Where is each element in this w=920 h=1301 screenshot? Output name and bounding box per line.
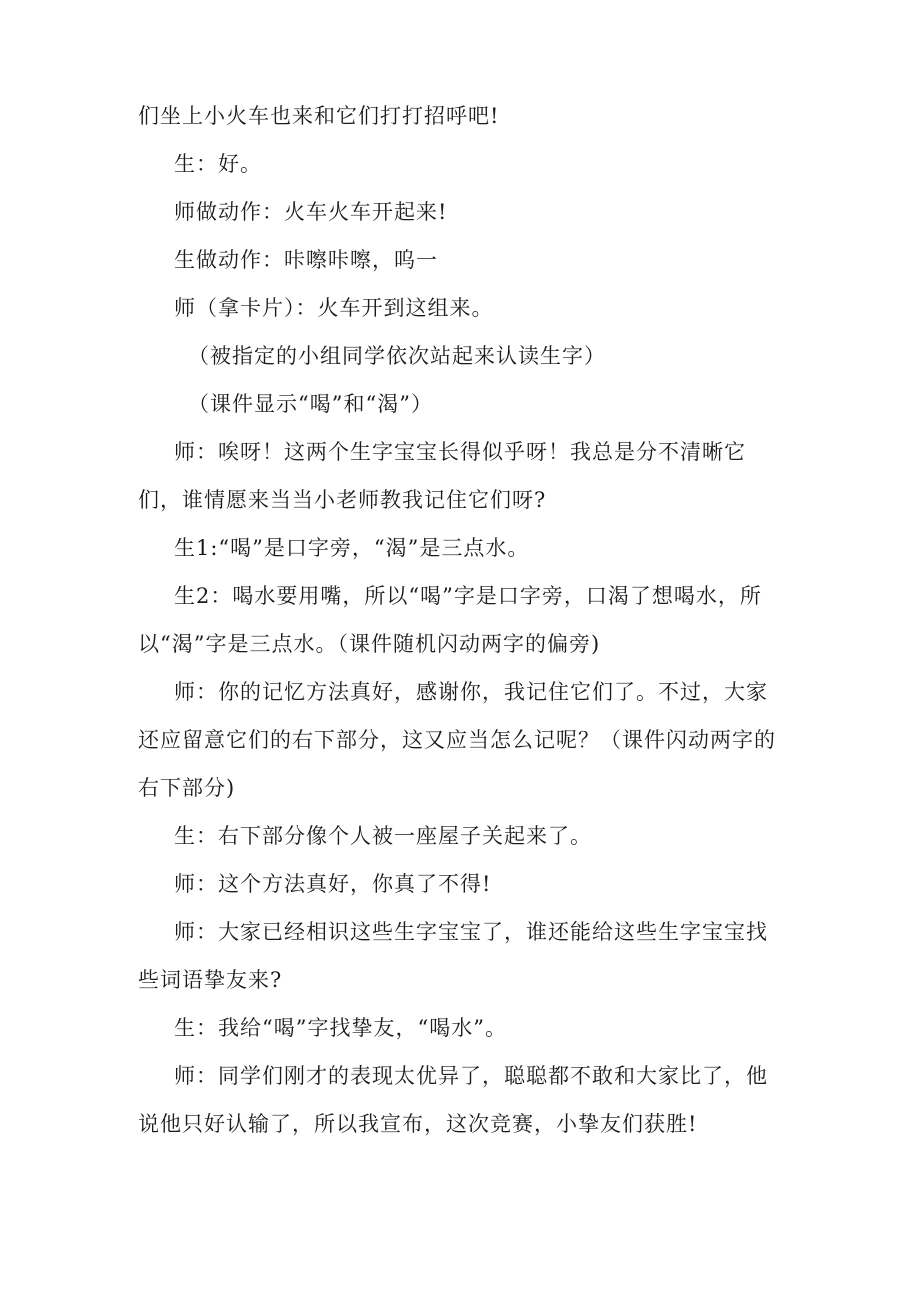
paragraph: 生：好。 bbox=[174, 152, 262, 176]
paragraph: 师：你的记忆方法真好，感谢你，我记住它们了。不过，大家还应留意它们的右下部分，这又应当怎么记呢？（课件闪动两字的右下部分) bbox=[138, 680, 776, 800]
paragraph: 生：右下部分像个人被一座屋子关起来了。 bbox=[174, 824, 592, 848]
paragraph: 师：这个方法真好，你真了不得! bbox=[174, 872, 492, 896]
paragraph: 师：同学们刚才的表现太优异了，聪聪都不敢和大家比了，他说他只好认输了，所以我宣布，这次竞赛，小挚友们获胜! bbox=[138, 1064, 768, 1136]
document-body bbox=[138, 92, 788, 1148]
stage-note: （被指定的小组同学依次站起来认读生字） bbox=[188, 344, 606, 368]
paragraph: 师：唉呀！这两个生字宝宝长得似乎呀！我总是分不清晰它们，谁情愿来当当小老师教我记住它们呀? bbox=[138, 440, 746, 512]
paragraph: 生：我给“喝”字找挚友，“喝水”。 bbox=[174, 1016, 507, 1040]
paragraph: 师（拿卡片）：火车开到这组来。 bbox=[174, 296, 494, 320]
paragraph: 生做动作：咔嚓咔嚓，呜一 bbox=[174, 248, 438, 272]
paragraph: 师做动作：火车火车开起来! bbox=[174, 200, 448, 224]
paragraph: 生1:“喝”是口字旁，“渴”是三点水。 bbox=[174, 536, 530, 560]
paragraph: 师：大家已经相识这些生字宝宝了，谁还能给这些生字宝宝找些词语挚友来? bbox=[138, 920, 768, 992]
paragraph: 生2：喝水要用嘴，所以“喝”字是口字旁，口渴了想喝水，所以“渴”字是三点水。（课件随机闪动两字的偏旁) bbox=[138, 584, 762, 656]
stage-note: （课件显示“喝”和“渴”） bbox=[188, 392, 433, 416]
paragraph: 们坐上小火车也来和它们打打招呼吧! bbox=[138, 104, 500, 128]
